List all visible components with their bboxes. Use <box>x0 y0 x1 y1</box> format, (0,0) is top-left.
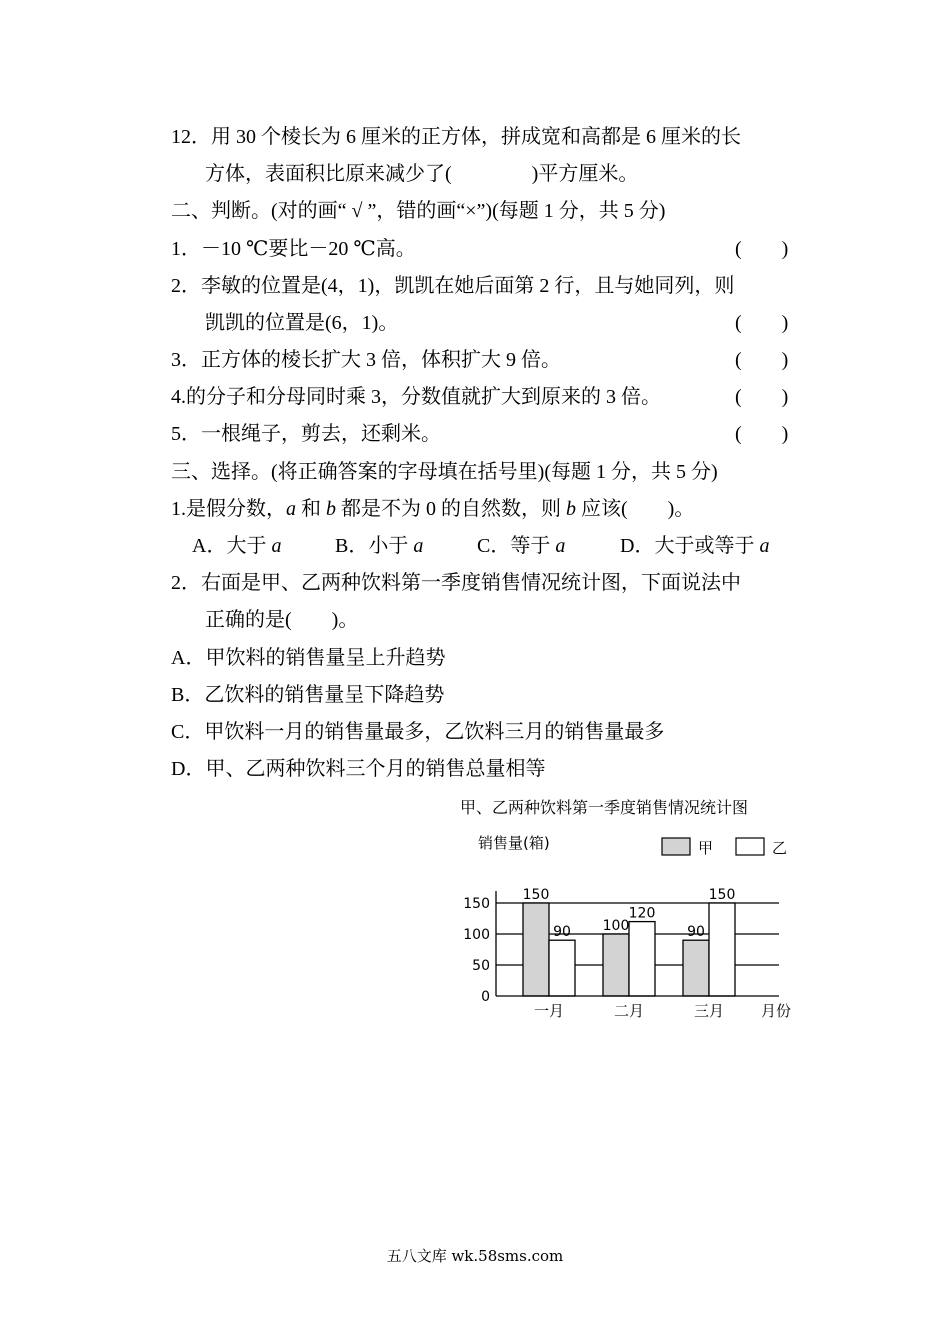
legend-swatch <box>662 838 690 855</box>
chart-ylabel: 销售量(箱) <box>478 834 550 852</box>
option-c[interactable]: C．等于 a <box>477 535 566 557</box>
legend-label: 甲 <box>698 839 714 857</box>
judge-q5: 5．一根绳子，剪去，还剩米。 <box>171 423 441 445</box>
judge-q4: 4.的分子和分母同时乘 3，分数值就扩大到原来的 3 倍。 <box>171 386 661 408</box>
option-a[interactable]: A．大于 a <box>192 535 282 557</box>
y-tick-label: 0 <box>481 989 490 1005</box>
bar-value-label: 100 <box>602 918 630 934</box>
y-tick-label: 50 <box>472 958 490 974</box>
chart-legend <box>662 838 787 857</box>
q12-line2: 方体，表面积比原来减少了( )平方厘米。 <box>205 163 639 185</box>
section2-header: 二、判断。(对的画“ √ ”，错的画“×”)(每题 1 分，共 5 分) <box>171 200 666 222</box>
sales-bar-chart <box>456 793 816 1029</box>
judge-q3: 3．正方体的棱长扩大 3 倍，体积扩大 9 倍。 <box>171 349 561 371</box>
legend-label: 乙 <box>772 839 788 857</box>
judge-q2-line1: 2．李敏的位置是(4，1)，凯凯在她后面第 2 行，且与她同列，则 <box>171 275 735 297</box>
answer-paren[interactable]: ( ) <box>735 386 789 408</box>
choice-q2-option-c[interactable]: C．甲饮料一月的销售量最多，乙饮料三月的销售量最多 <box>171 721 665 743</box>
footer-watermark: 五八文库 wk.58sms.com <box>386 1247 564 1265</box>
bar-yi <box>629 922 655 996</box>
choice-q1-options <box>192 533 812 559</box>
bar-yi <box>709 903 735 996</box>
choice-q2-option-a[interactable]: A．甲饮料的销售量呈上升趋势 <box>171 647 446 669</box>
section3-header: 三、选择。(将正确答案的字母填在括号里)(每题 1 分，共 5 分) <box>171 461 718 483</box>
answer-paren[interactable]: ( ) <box>735 312 789 334</box>
x-tick-label: 三月 <box>693 1002 725 1020</box>
bar-jia <box>603 934 629 996</box>
y-tick-label: 100 <box>463 927 490 943</box>
chart-xlabel: 月份 <box>761 1002 792 1020</box>
answer-paren[interactable]: ( ) <box>735 423 789 445</box>
bar-jia <box>683 940 709 996</box>
bar-jia <box>523 903 549 996</box>
choice-q1: 1.是假分数，a 和 b 都是不为 0 的自然数，则 b 应该( )。 <box>171 498 695 520</box>
bar-value-label: 120 <box>628 905 656 922</box>
answer-paren[interactable]: ( ) <box>735 349 789 371</box>
judge-q1: 1．－10 ℃要比－20 ℃高。 <box>171 238 416 260</box>
choice-q2-line2: 正确的是( )。 <box>205 609 359 631</box>
bar-value-label: 150 <box>522 887 550 903</box>
bar-value-label: 150 <box>708 887 736 903</box>
q12-line1: 12．用 30 个棱长为 6 厘米的正方体，拼成宽和高都是 6 厘米的长 <box>171 126 741 148</box>
x-tick-label: 二月 <box>613 1002 645 1020</box>
choice-q2-line1: 2．右面是甲、乙两种饮料第一季度销售情况统计图，下面说法中 <box>171 572 741 594</box>
option-d[interactable]: D．大于或等于 a <box>620 535 770 557</box>
y-tick-label: 150 <box>463 896 490 912</box>
bar-value-label: 90 <box>553 924 571 941</box>
option-b[interactable]: B．小于 a <box>335 535 424 557</box>
judge-q2-line2: 凯凯的位置是(6，1)。 <box>205 312 399 334</box>
answer-paren[interactable]: ( ) <box>735 238 789 260</box>
choice-q2-option-d[interactable]: D．甲、乙两种饮料三个月的销售总量相等 <box>171 758 546 780</box>
chart-title: 甲、乙两种饮料第一季度销售情况统计图 <box>460 798 749 817</box>
choice-q2-option-b[interactable]: B．乙饮料的销售量呈下降趋势 <box>171 684 445 706</box>
bar-yi <box>549 940 575 996</box>
bar-value-label: 90 <box>687 924 705 941</box>
legend-swatch <box>736 838 764 855</box>
x-tick-label: 一月 <box>533 1002 565 1020</box>
